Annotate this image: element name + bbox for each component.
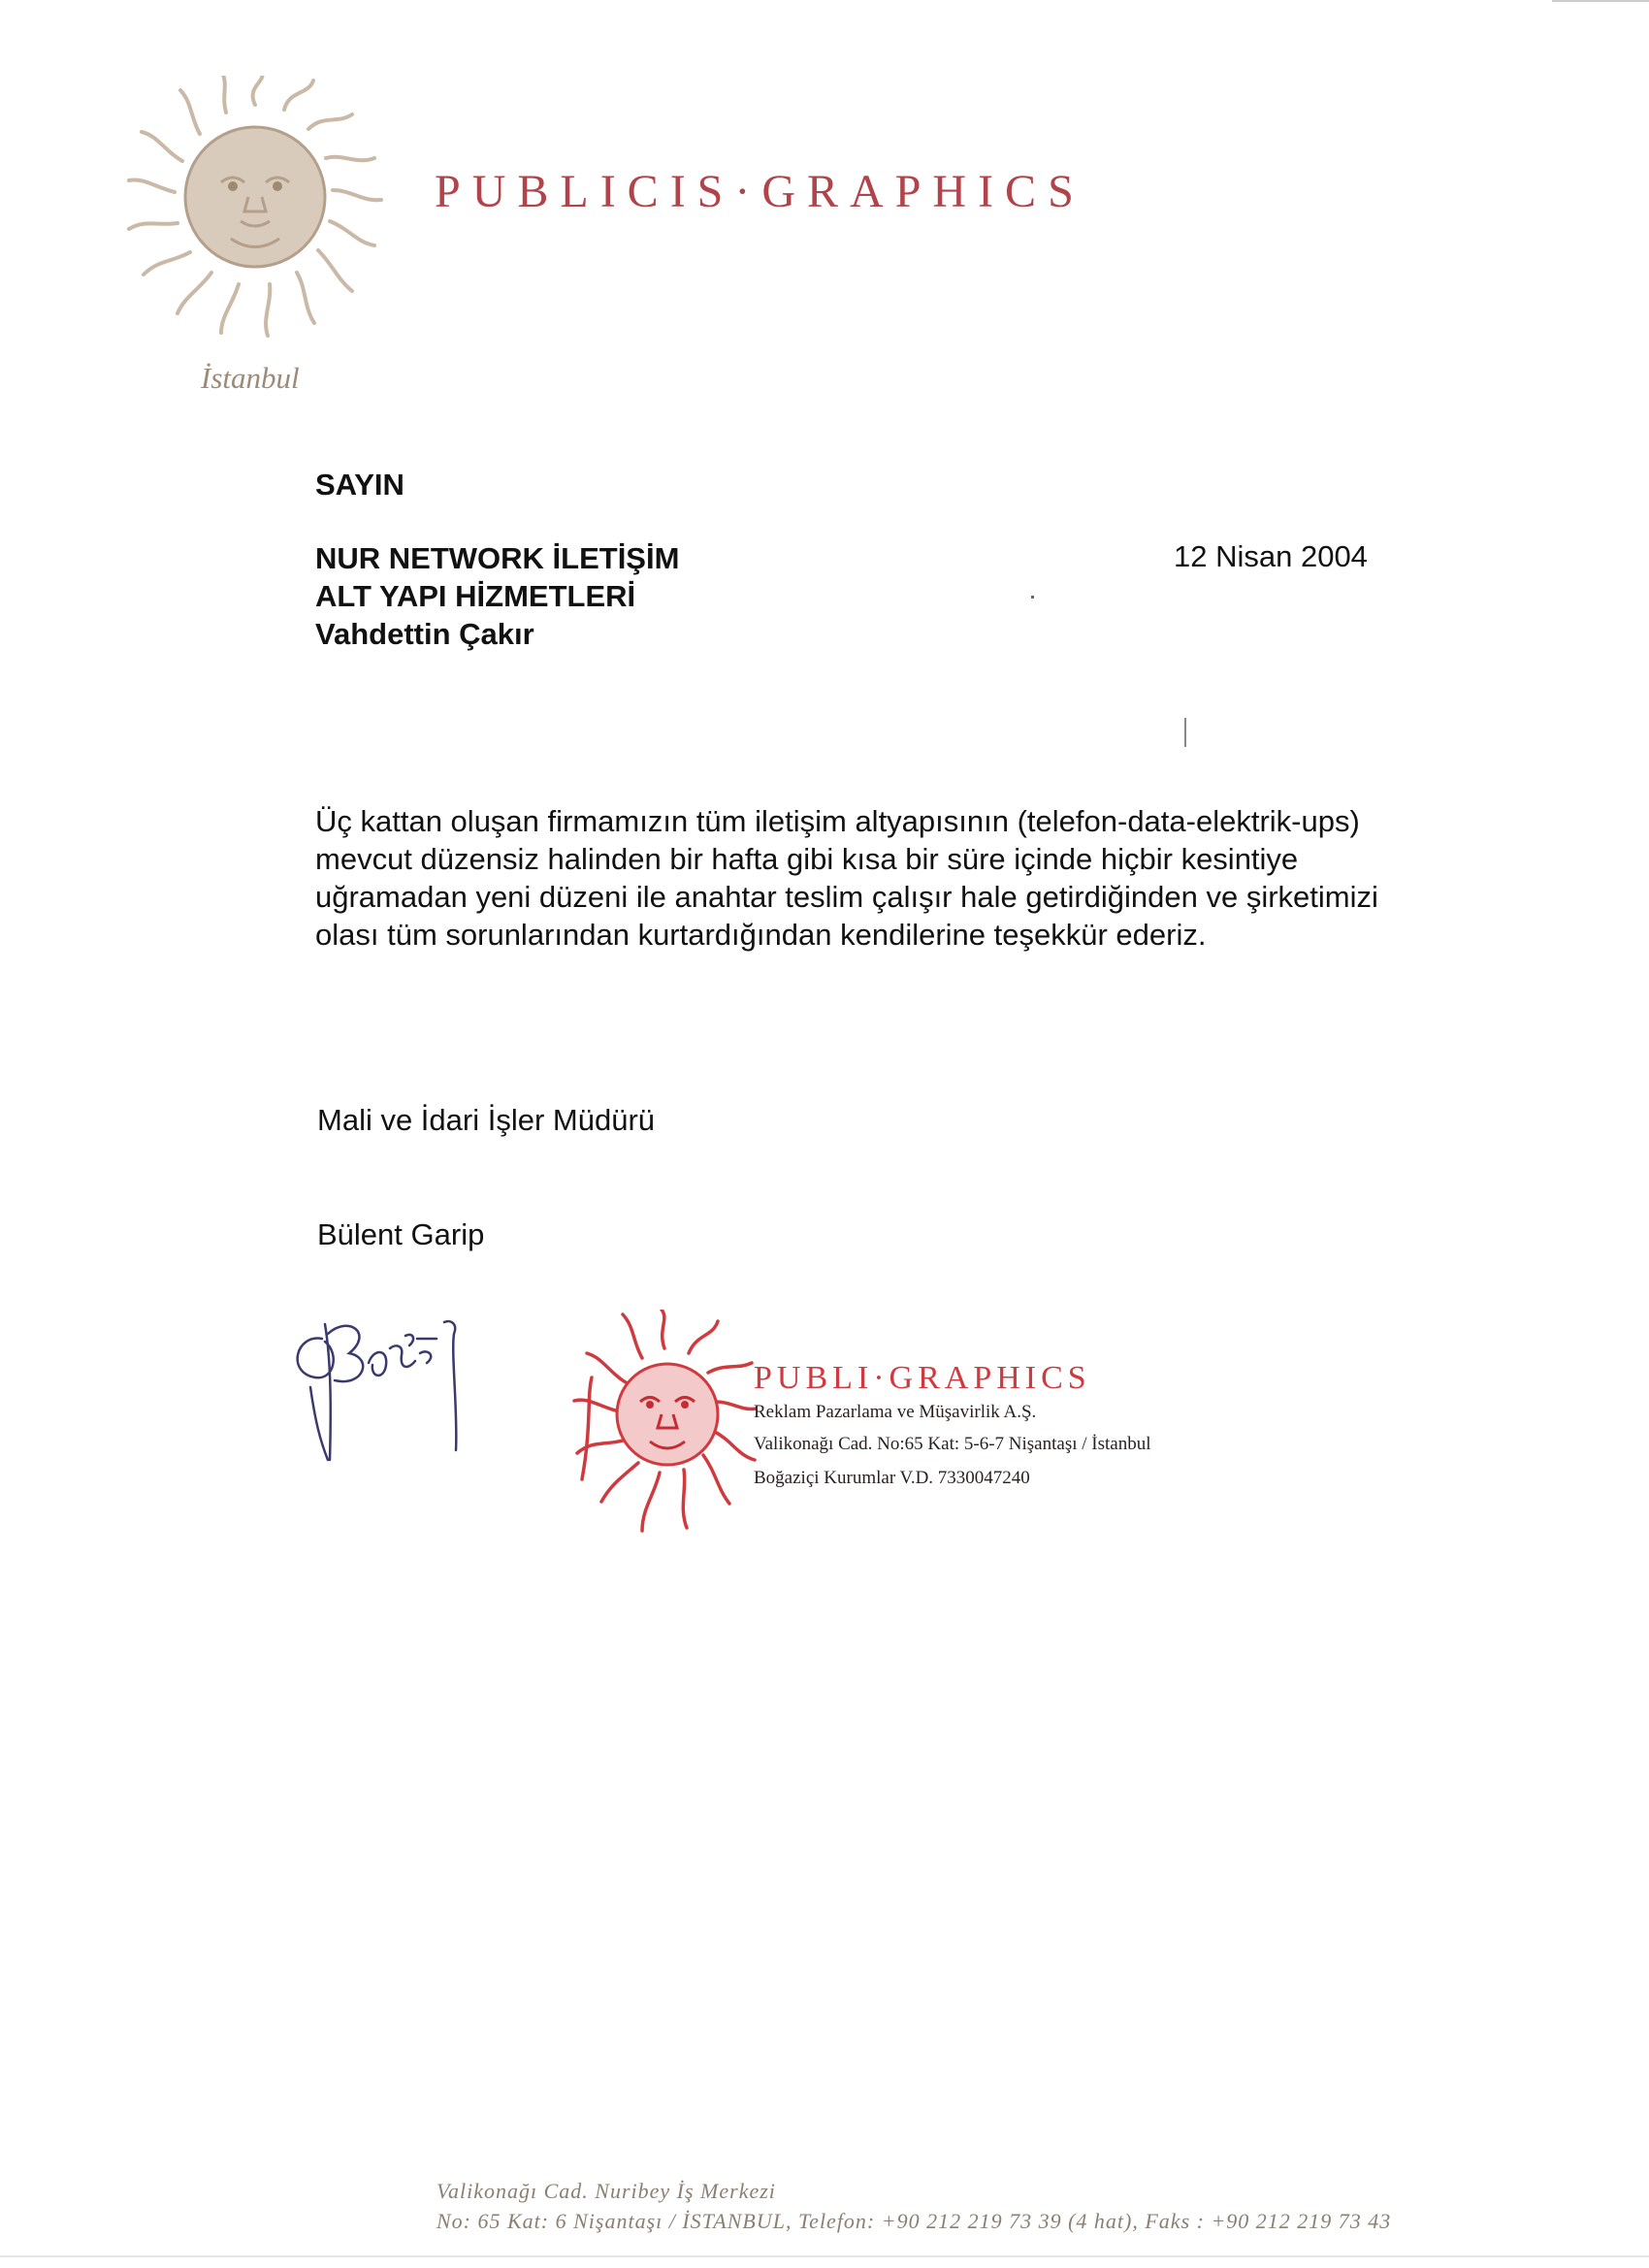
signer-title: Mali ve İdari İşler Müdürü [317,1103,656,1137]
scan-speck [1031,596,1034,599]
letterhead-city: İstanbul [201,361,300,395]
scan-speck [1184,718,1186,747]
stamp-line: Boğaziçi Kurumlar V.D. 7330047240 [754,1468,1030,1488]
body-line: uğramadan yeni düzeni ile anahtar teslim çalışır hale getirdiğinden ve şirketimizi [315,880,1378,914]
body-line: olası tüm sorunlarından kurtardığından kendilerine teşekkür ederiz. [315,918,1207,952]
footer-line: No: 65 Kat: 6 Nişantaşı / İSTANBUL, Telefon: +90 212 219 73 39 (4 hat), Faks : +90 212 219 73 43 [436,2209,1392,2233]
stamp-title: PUBLI·GRAPHICS [754,1360,1091,1396]
recipient-line: ALT YAPI HİZMETLERİ [315,579,636,613]
salutation: SAYIN [315,468,404,502]
letter-body [315,802,1508,954]
footer-line: Valikonağı Cad. Nuribey İş Merkezi [436,2179,776,2203]
company-brand: PUBLICIS·GRAPHICS [435,166,1085,217]
recipient-block [315,539,679,653]
scan-edge-line [0,2255,1649,2257]
recipient-line: NUR NETWORK İLETİŞİM [315,541,680,575]
letter-date: 12 Nisan 2004 [1174,539,1368,573]
stamp-line: Valikonağı Cad. No:65 Kat: 5-6-7 Nişantaşı / İstanbul [754,1434,1151,1454]
sun-lion-logo-icon [124,76,386,338]
signer-name: Bülent Garip [317,1217,485,1251]
letterhead-footer [436,2176,1391,2236]
stamp-line: Reklam Pazarlama ve Müşavirlik A.Ş. [754,1402,1037,1422]
body-line: Üç kattan oluşan firmamızın tüm iletişim altyapısının (telefon-data-elektrik-ups) [315,804,1360,838]
recipient-line: Vahdettin Çakır [315,617,534,651]
handwritten-signature-icon [281,1295,485,1470]
body-line: mevcut düzensiz halinden bir hafta gibi kısa bir süre içinde hiçbir kesintiye [315,842,1299,876]
lion-head-stamp-icon [572,1310,757,1533]
scan-edge-line [1552,0,1649,2]
